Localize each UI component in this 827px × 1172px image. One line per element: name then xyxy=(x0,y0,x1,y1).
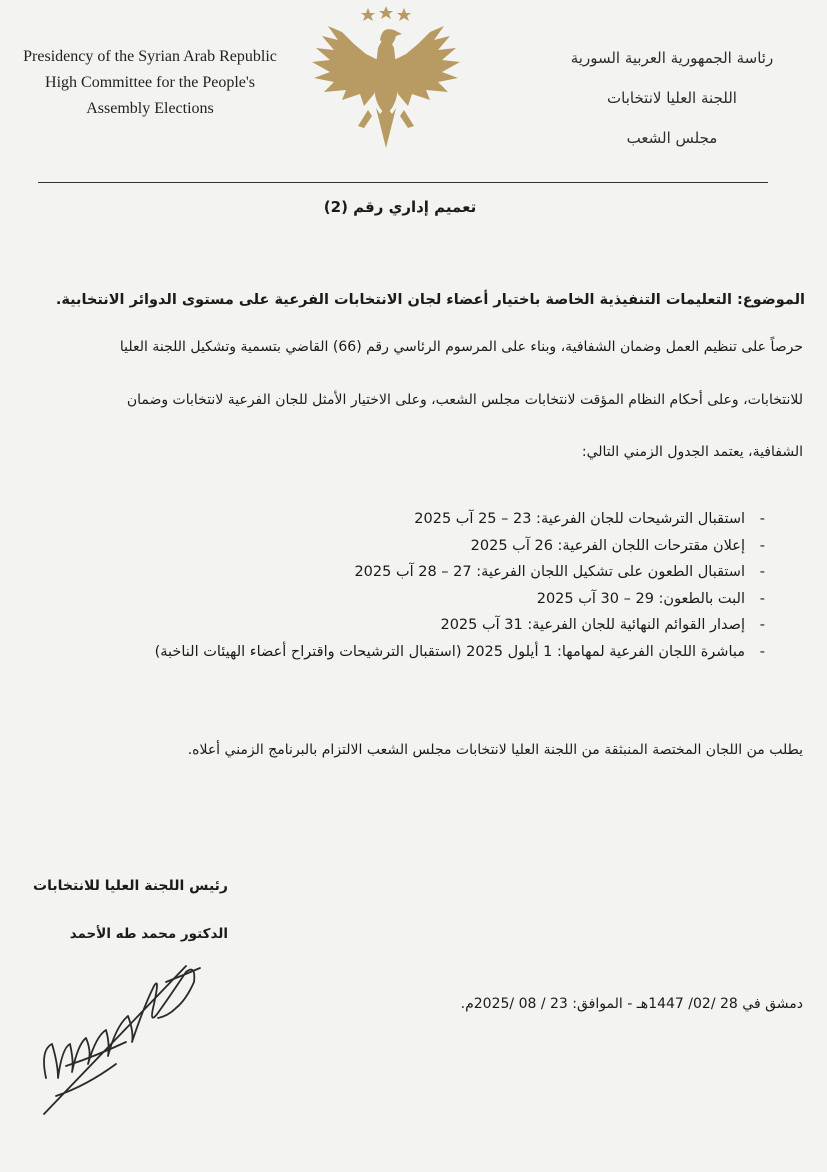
date-line: دمشق في 28 /02/ 1447هـ - الموافق: 23 / 08 /2025م. xyxy=(460,996,803,1012)
bullet: - xyxy=(759,511,765,527)
schedule-item-4: البت بالطعون: 29 – 30 آب 2025 xyxy=(536,590,745,607)
request-paragraph: يطلب من اللجان المختصة المنبثقة من اللجنة العليا لانتخابات مجلس الشعب الالتزام بالبرنامج الزمني أعلاه. xyxy=(187,742,803,758)
header-english xyxy=(0,44,300,122)
list-item xyxy=(155,559,765,586)
header-en-line-3: Assembly Elections xyxy=(86,100,214,117)
signatory-name: الدكتور محمد طه الأحمد xyxy=(69,926,228,942)
list-item xyxy=(155,506,765,533)
bullet: - xyxy=(759,564,765,580)
list-item xyxy=(155,639,765,666)
list-item xyxy=(155,612,765,639)
header-divider xyxy=(38,182,768,183)
header-ar-line-1: رئاسة الجمهورية العربية السورية xyxy=(570,49,774,67)
header-en-line-1: Presidency of the Syrian Arab Republic xyxy=(23,48,277,65)
star-icon xyxy=(379,6,393,19)
header-en-line-2: High Committee for the People's xyxy=(45,74,255,91)
schedule-item-6: مباشرة اللجان الفرعية لمهامها: 1 أيلول 2025 (استقبال الترشيحات واقتراح أعضاء الهيئات الناخبة) xyxy=(154,643,745,660)
schedule-item-1: استقبال الترشيحات للجان الفرعية: 23 – 25 آب 2025 xyxy=(414,511,745,527)
star-icon xyxy=(397,8,411,21)
header-ar-line-2: اللجنة العليا لانتخابات xyxy=(607,89,737,107)
list-item xyxy=(155,586,765,613)
eagle-emblem-icon xyxy=(298,2,468,152)
header-ar-line-3: مجلس الشعب xyxy=(626,129,718,147)
schedule-item-2: إعلان مقترحات اللجان الفرعية: 26 آب 2025 xyxy=(470,537,745,554)
list-item xyxy=(155,533,765,560)
schedule-item-5: إصدار القوائم النهائية للجان الفرعية: 31 آب 2025 xyxy=(440,617,745,633)
schedule-item-3: استقبال الطعون على تشكيل اللجان الفرعية: 27 – 28 آب 2025 xyxy=(354,564,745,580)
bullet: - xyxy=(759,617,765,633)
subject-line: الموضوع: التعليمات التنفيذية الخاصة باختيار أعضاء لجان الانتخابات الفرعية على مستوى الدوائر الانتخابية. xyxy=(55,292,805,308)
signatory-title: رئيس اللجنة العليا للانتخابات xyxy=(33,878,228,894)
bullet: - xyxy=(759,590,765,607)
bullet: - xyxy=(759,643,765,660)
schedule-list xyxy=(155,506,765,665)
handwritten-signature-icon xyxy=(36,946,216,1121)
body-line-2: للانتخابات، وعلى أحكام النظام المؤقت لانتخابات مجلس الشعب، وعلى الاختيار الأمثل للجان الفرعية لانتخابات وضمان xyxy=(126,392,803,408)
circular-title: تعميم إداري رقم (2) xyxy=(323,198,477,216)
header-arabic xyxy=(537,38,807,158)
body-line-1: حرصاً على تنظيم العمل وضمان الشفافية، وبناء على المرسوم الرئاسي رقم (66) القاضي بتسمية وتشكيل اللجنة العليا xyxy=(119,339,803,355)
body-line-3: الشفافية، يعتمد الجدول الزمني التالي: xyxy=(581,444,803,460)
bullet: - xyxy=(759,537,765,554)
star-icon xyxy=(361,8,375,21)
